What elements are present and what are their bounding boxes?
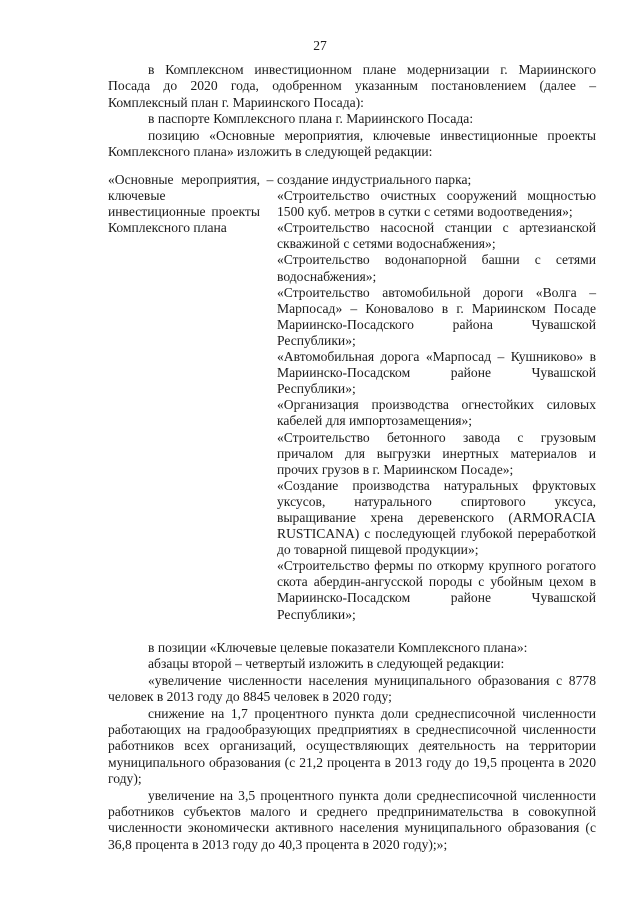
table-dash: – bbox=[266, 172, 274, 187]
list-item: «Автомобильная дорога «Марпосад – Кушниково» в Мариинско-Посадском районе Чувашской Республики»; bbox=[277, 349, 596, 397]
paragraph: в паспорте Комплексного плана г. Мариинского Посада: bbox=[148, 111, 474, 127]
paragraph: «увеличение численности населения муниципального образования с 8778 человек в 2013 году до 8845 человек в 2020 году; bbox=[108, 672, 596, 705]
list-item: «Строительство автомобильной дороги «Волга – Марпосад» – Коновалово в г. Мариинском Посаде Мариинско-Посадского района Чувашской Республики»; bbox=[277, 284, 596, 348]
paragraph: абзацы второй – четвертый изложить в следующей редакции: bbox=[148, 656, 505, 672]
table-left-cell: «Основные мероприятия, ключевые инвестиционные проекты Комплексного плана bbox=[108, 172, 260, 236]
intro-section bbox=[108, 62, 596, 160]
list-item: «Строительство насосной станции с артезианской скважиной с сетями водоснабжения»; bbox=[277, 220, 596, 252]
table-right-cell bbox=[277, 172, 596, 623]
list-item: «Строительство водонапорной башни с сетями водоснабжения»; bbox=[277, 252, 596, 284]
list-item: «Строительство очистных сооружений мощностью 1500 куб. метров в сутки с сетями водоотведения»; bbox=[277, 188, 596, 220]
paragraph: увеличение на 3,5 процентного пункта доли среднесписочной численности работников субъектов малого и среднего предпринимательства в совокупной численности экономически активного населения муниципального образования (с 36,8 процента в 2013 году до 40,3 процента в 2020 году);»; bbox=[108, 787, 596, 852]
paragraph: позицию «Основные мероприятия, ключевые инвестиционные проекты Комплексного плана» изложить в следующей редакции: bbox=[108, 127, 596, 160]
list-item: «Организация производства огнестойких силовых кабелей для импортозамещения»; bbox=[277, 397, 596, 429]
list-item: «Строительство бетонного завода с грузовым причалом для выгрузки инертных материалов и прочих грузов в г. Мариинском Посаде»; bbox=[277, 429, 596, 477]
paragraph: в позиции «Ключевые целевые показатели Комплексного плана»: bbox=[148, 640, 528, 655]
paragraph: снижение на 1,7 процентного пункта доли среднесписочной численности работающих на градообразующих предприятиях в среднесписочной численности работников всех организаций, осуществляющих деятельность на территории муниципального образования (с 21,2 процента в 2013 году до 19,5 процента в 2020 году); bbox=[108, 705, 596, 787]
page-number: 27 bbox=[313, 38, 327, 53]
list-item: «Строительство фермы по откорму крупного рогатого скота абердин-ангусской породы с убойным цехом в Мариинско-Посадском районе Чувашской Республики»; bbox=[277, 558, 596, 622]
list-item: «Создание производства натуральных фруктовых уксусов, натурального спиртового уксуса, выращивание хрена деревенского (ARMORACIA RUSTICANA) с последующей глубокой переработкой до товарной пищевой продукции»; bbox=[277, 477, 596, 558]
paragraph: в Комплексном инвестиционном плане модернизации г. Мариинского Посада до 2020 года, одобренном указанным постановлением (далее – Комплексный план г. Мариинского Посада): bbox=[108, 62, 596, 110]
list-item: создание индустриального парка; bbox=[277, 172, 472, 187]
outro-section bbox=[108, 640, 596, 853]
